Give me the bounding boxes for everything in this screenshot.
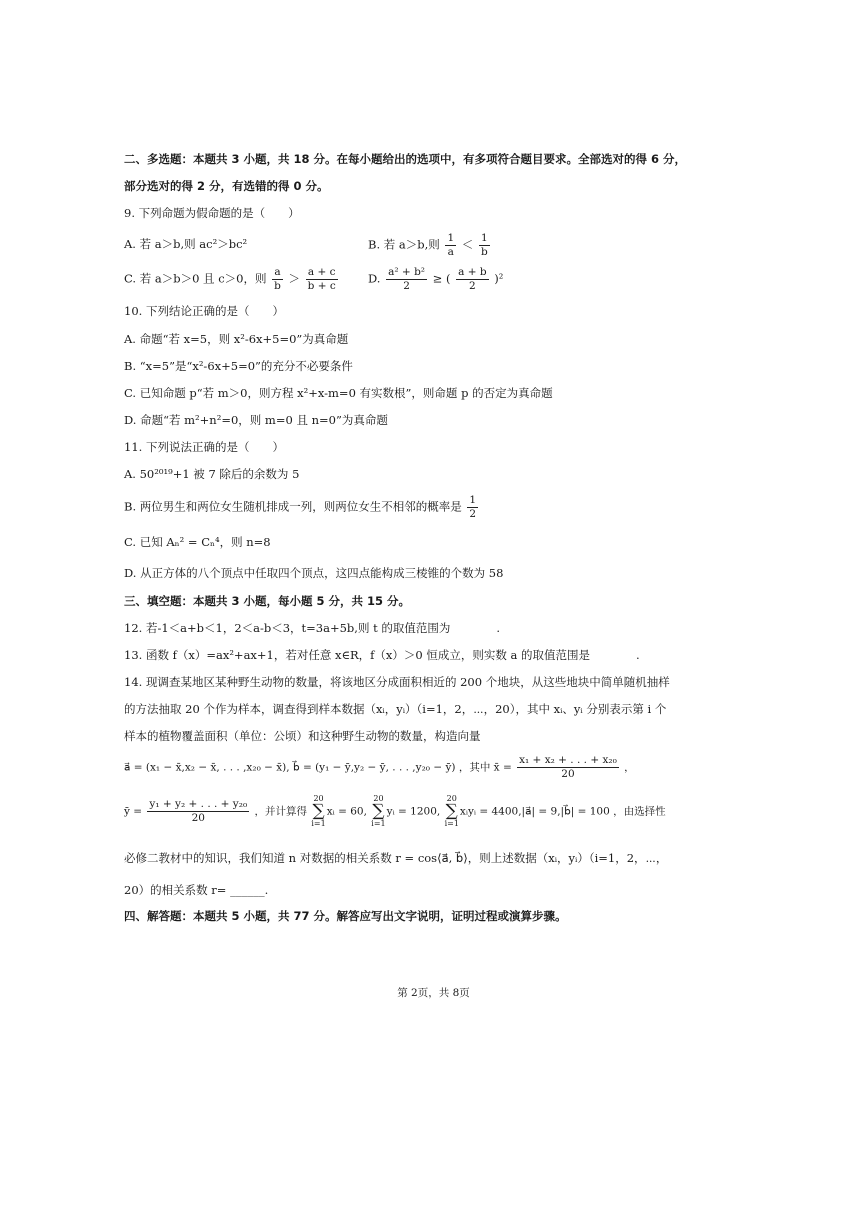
q10-stem: 10. 下列结论正确的是（ ） bbox=[124, 304, 284, 318]
q10-option-b: B. “x=5”是“x²-6x+5=0”的充分不必要条件 bbox=[124, 359, 353, 373]
section2-header-line1: 二、多选题：本题共 3 小题，共 18 分。在每小题给出的选项中，有多项符合题目要求。全部选对的得 6 分， bbox=[124, 152, 687, 166]
q9-b-frac2 bbox=[479, 232, 490, 259]
q14-line5 bbox=[124, 795, 666, 828]
q10-option-a: A. 命题“若 x=5，则 x²-6x+5=0”为真命题 bbox=[124, 332, 349, 346]
q12: 12. 若-1＜a+b＜1，2＜a-b＜3，t=3a+5b,则 t 的取值范围为 . bbox=[124, 621, 501, 635]
section4-header: 四、解答题：本题共 5 小题，共 77 分。解答应写出文字说明，证明过程或演算步骤。 bbox=[124, 909, 567, 923]
q9-d-rel: ≥ ( bbox=[432, 271, 451, 286]
q14-line2: 的方法抽取 20 个作为样本，调查得到样本数据（xᵢ，yᵢ）（i=1，2，⋯，20），其中 xᵢ、yᵢ 分别表示第 i 个 bbox=[124, 702, 667, 716]
sum3-bottom: i=1 bbox=[444, 819, 459, 828]
q14-xbar-num: x₁ + x₂ + . . . + x₂₀ bbox=[517, 754, 619, 768]
q9-option-c bbox=[124, 266, 340, 293]
q14-ybar-den: 20 bbox=[191, 812, 205, 824]
q14-line1: 14. 现调查某地区某种野生动物的数量，将该地区分成面积相近的 200 个地块，从这些地块中简单随机抽样 bbox=[124, 675, 670, 689]
sum-symbol-2: 20 ∑ i=1 bbox=[371, 794, 386, 828]
q14-line5-tail: ，由选择性 bbox=[613, 805, 666, 818]
q11-b-frac-den: 2 bbox=[469, 508, 477, 521]
q14-line4 bbox=[124, 754, 635, 781]
q11-b-frac-num: 1 bbox=[467, 494, 478, 508]
sum3-top: 20 bbox=[446, 794, 457, 803]
q13: 13. 函数 f（x）=ax²+ax+1，若对任意 x∈R，f（x）＞0 恒成立，则实数 a 的取值范围是 . bbox=[124, 648, 640, 662]
q11-option-c: C. 已知 Aₙ² = Cₙ⁴，则 n=8 bbox=[124, 535, 271, 549]
q9-c-frac2-num: a + c bbox=[306, 266, 338, 280]
q14-ybar-frac bbox=[147, 798, 249, 825]
q14-computed-label: ，并计算得 bbox=[254, 805, 308, 818]
q11-stem: 11. 下列说法正确的是（ ） bbox=[124, 440, 284, 454]
q14-xbar-label: ，其中 x̄ = bbox=[458, 761, 512, 774]
q10-option-c: C. 已知命题 p“若 m＞0，则方程 x²+x-m=0 有实数根”，则命题 p 的否定为真命题 bbox=[124, 386, 553, 400]
q9-b-frac1-den: a bbox=[447, 246, 454, 259]
page-footer: 第 2页，共 8页 bbox=[397, 987, 470, 999]
q14-xbar-den: 20 bbox=[561, 768, 575, 781]
q9-option-b-text: B. 若 a＞b,则 bbox=[368, 237, 440, 252]
q9-option-c-text: C. 若 a＞b＞0 且 c＞0，则 bbox=[124, 271, 267, 286]
sum2-top: 20 bbox=[373, 794, 384, 803]
q9-b-frac2-den: b bbox=[480, 246, 488, 259]
section3-header: 三、填空题：本题共 3 小题，每小题 5 分，共 15 分。 bbox=[124, 594, 411, 608]
q9-d-frac2 bbox=[456, 266, 488, 293]
q9-b-frac1 bbox=[445, 232, 456, 259]
sum-symbol-3: 20 ∑ i=1 bbox=[444, 794, 459, 828]
q9-option-d-text: D. bbox=[368, 271, 381, 286]
q9-option-a: A. 若 a＞b,则 ac²＞bc² bbox=[124, 237, 248, 251]
q14-xbar-frac bbox=[517, 754, 619, 781]
q9-d-tail: )² bbox=[494, 271, 504, 286]
q11-option-d: D. 从正方体的八个顶点中任取四个顶点，这四点能构成三棱锥的个数为 58 bbox=[124, 566, 504, 580]
q9-c-frac2-den: b + c bbox=[307, 280, 336, 293]
q9-b-frac1-num: 1 bbox=[445, 232, 456, 246]
sum-symbol-1: 20 ∑ i=1 bbox=[311, 794, 326, 828]
q14-sum-y: yᵢ = 1200, bbox=[386, 805, 441, 818]
q9-d-frac2-den: 2 bbox=[468, 280, 476, 293]
q11-option-b-text: B. 两位男生和两位女生随机排成一列，则两位女生不相邻的概率是 bbox=[124, 499, 462, 514]
q9-c-frac1-num: a bbox=[272, 266, 283, 280]
q9-c-frac1-den: b bbox=[274, 280, 281, 293]
q10-option-d: D. 命题“若 m²+n²=0，则 m=0 且 n=0”为真命题 bbox=[124, 413, 388, 427]
sum1-bottom: i=1 bbox=[311, 819, 326, 828]
q14-line6: 必修二教材中的知识，我们知道 n 对数据的相关系数 r = cos⟨a⃗, b⃗⟩，则上述数据（xᵢ，yᵢ）（i=1，2，⋯， bbox=[124, 851, 668, 865]
q11-option-b bbox=[124, 494, 480, 521]
q14-ybar-label: ȳ = bbox=[124, 805, 143, 818]
q9-d-frac1-den: 2 bbox=[403, 280, 410, 293]
q9-d-frac2-num: a + b bbox=[456, 266, 488, 280]
sum2-bottom: i=1 bbox=[371, 819, 386, 828]
q14-line3: 样本的植物覆盖面积（单位：公顷）和这种野生动物的数量，构造向量 bbox=[124, 729, 481, 743]
q14-ybar-num: y₁ + y₂ + . . . + y₂₀ bbox=[147, 798, 249, 812]
q9-option-b bbox=[368, 232, 492, 259]
q11-option-a: A. 50²⁰¹⁹+1 被 7 除后的余数为 5 bbox=[124, 467, 300, 481]
q9-d-frac1 bbox=[386, 266, 427, 293]
q14-sum-xy: xᵢyᵢ = 4400,|a⃗| = 9,|b⃗| = 100 bbox=[459, 805, 610, 818]
q9-d-frac1-num: a² + b² bbox=[386, 266, 427, 280]
q9-c-frac1 bbox=[272, 266, 283, 293]
q14-line4-tail: ， bbox=[624, 761, 635, 774]
q11-b-frac bbox=[467, 494, 478, 521]
section2-header-line2: 部分选对的得 2 分，有选错的得 0 分。 bbox=[124, 179, 329, 193]
sum1-top: 20 bbox=[313, 794, 324, 803]
q9-option-d bbox=[368, 266, 503, 293]
q9-stem: 9. 下列命题为假命题的是（ ） bbox=[124, 206, 300, 220]
q14-sum-x: xᵢ = 60, bbox=[326, 805, 367, 818]
q14-line7: 20）的相关系数 r= ______. bbox=[124, 883, 269, 897]
q14-vectors: a⃗ = (x₁ − x̄,x₂ − x̄, . . . ,x₂₀ − x̄), b⃗ = (y₁ − ȳ,y₂ − ȳ, . . . ,y₂₀ − ȳ) bbox=[124, 761, 456, 774]
q9-c-rel: ＞ bbox=[288, 271, 301, 286]
q9-c-frac2 bbox=[306, 266, 338, 293]
q9-b-frac2-num: 1 bbox=[479, 232, 490, 246]
q9-b-rel: ＜ bbox=[461, 237, 474, 252]
